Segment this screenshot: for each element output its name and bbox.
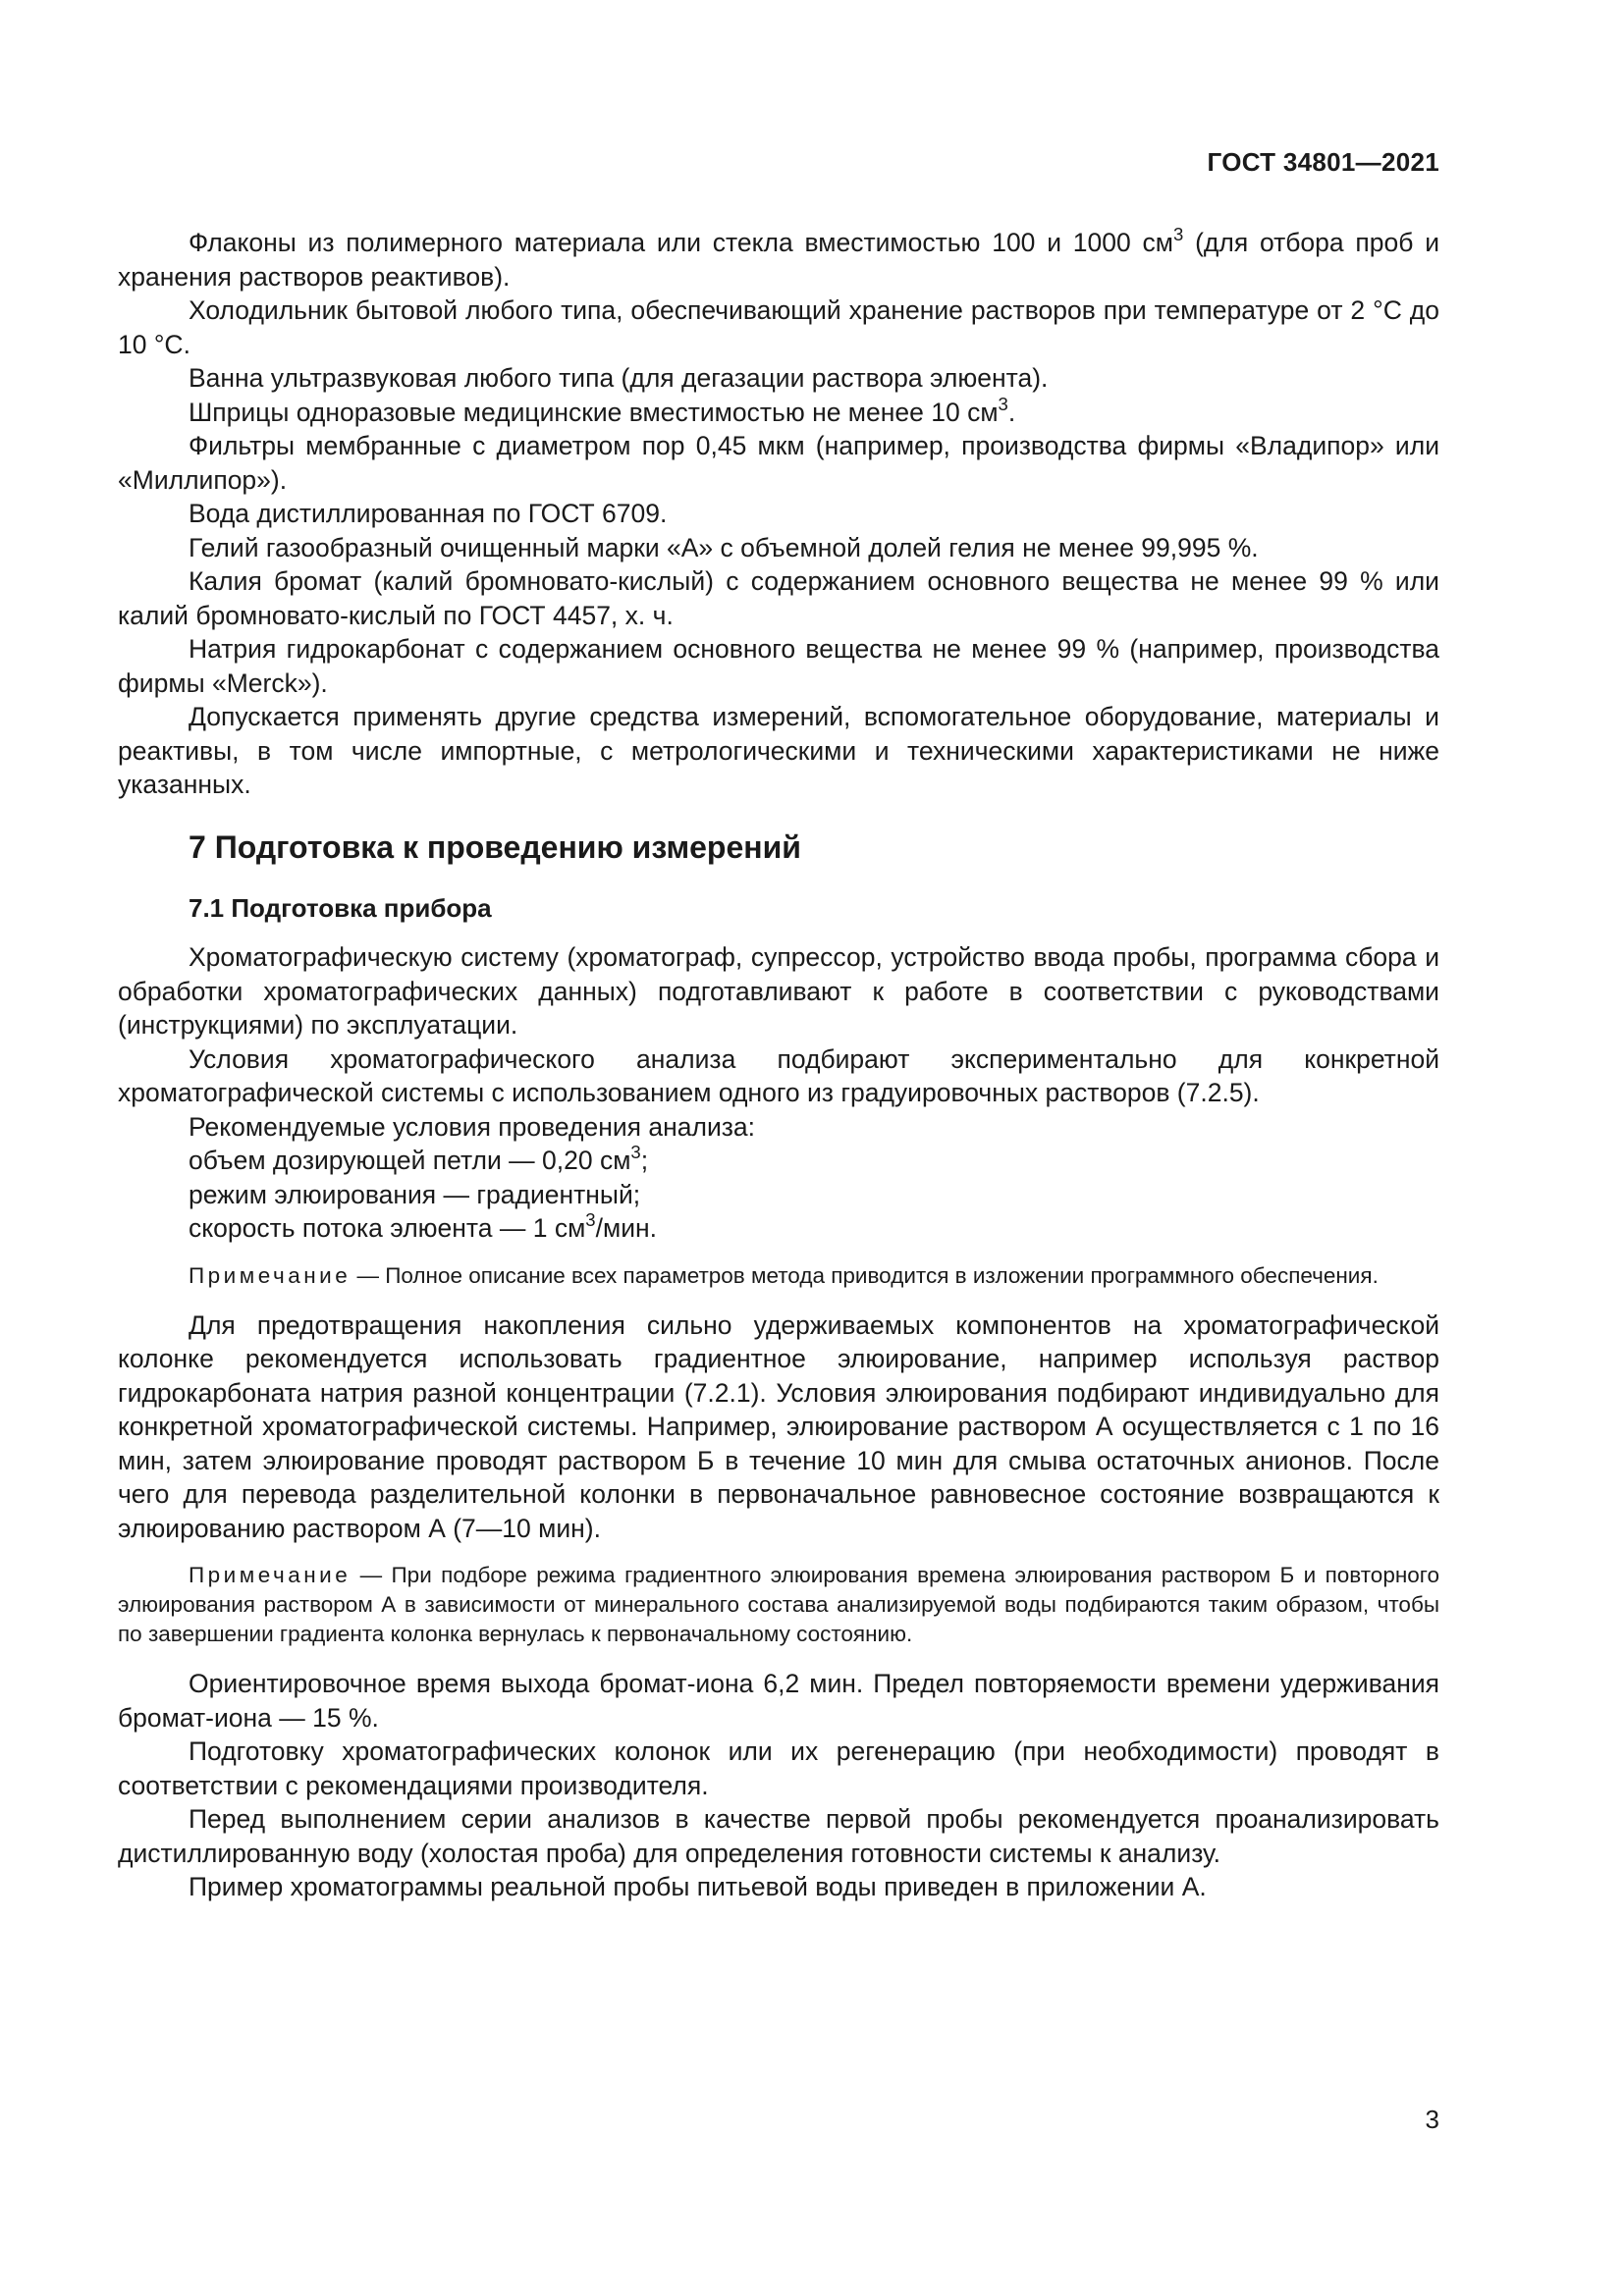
paragraph-refrigerator: Холодильник бытовой любого типа, обеспечивающий хранение растворов при температуре от 2 °С до 10 °С. <box>118 295 1439 359</box>
list-item-flow-rate: скорость потока элюента — 1 $см^3$/мин. <box>189 1208 657 1243</box>
paragraph-analysis-conditions: Условия хроматографического анализа подбирают экспериментально для конкретной хроматографической системы с использованием одного из градуировочных растворов (7.2.5). <box>118 1043 1439 1107</box>
paragraph-retention-time: Ориентировочное время выхода бромат-иона 6,2 мин. Предел повторяемости времени удерживания бромат-иона — 15 %. <box>118 1669 1439 1733</box>
paragraph-alternatives-allowed: Допускается применять другие средства измерений, вспомогательное оборудование, материалы и реактивы, в том числе импортные, с метрологическими и техническими характеристиками не ниже указанных. <box>118 702 1439 799</box>
paragraph-syringes: Шприцы одноразовые медицинские вместимостью не менее 10 $см^3$. <box>189 393 1016 427</box>
note-1: Примечание — Полное описание всех параметров метода приводится в изложении программного обеспечения. <box>189 1262 1379 1288</box>
note-label: Примечание <box>189 1563 352 1587</box>
paragraph-distilled-water: Вода дистиллированная по ГОСТ 6709. <box>189 499 668 528</box>
list-item-elution-mode: режим элюирования — градиентный; <box>189 1179 641 1209</box>
paragraph-potassium-bromate: Калия бромат (калий бромновато-кислый) с содержанием основного вещества не менее 99 % или калий бромновато-кислый по ГОСТ 4457, х. ч. <box>118 566 1439 630</box>
paragraph-ultrasonic-bath: Ванна ультразвуковая любого типа (для дегазации раствора элюента). <box>189 363 1049 393</box>
paragraph-system-setup: Хроматографическую систему (хроматограф, супрессор, устройство ввода пробы, программа сбора и обработки хроматографических данных) подготавливают к работе в соответствии с руководствами (инструкциями) по эксплуатации. <box>118 942 1439 1040</box>
note-2: Примечание — При подборе режима градиентного элюирования времена элюирования раствором Б и повторного элюирования раствором А в зависимости от минерального состава анализируемой воды подбираются таким образом, чтобы по завершении градиента колонка вернулась к первоначальному состоянию. <box>118 1563 1439 1646</box>
section-7-1-body <box>118 940 1439 1904</box>
paragraph-gradient-elution: Для предотвращения накопления сильно удерживаемых компонентов на хроматографической колонке рекомендуется использовать градиентное элюирование, например используя раствор гидрокарбоната натрия разной концентрации (7.2.1). Условия элюирования подбирают индивидуально для конкретной хроматографической системы. Например, элюирование раствором А осуществляется с 1 по 16 мин, затем элюирование проводят раствором Б в течение 10 мин для смыва остаточных анионов. После чего для перевода разделительной колонки в первоначальное равновесное состояние возвращаются к элюированию раствором А (7—10 мин). <box>118 1309 1439 1543</box>
note-label: Примечание <box>189 1262 352 1288</box>
paragraph-column-preparation: Подготовку хроматографических колонок или их регенерацию (при необходимости) проводят в соответствии с рекомендациями производителя. <box>118 1736 1439 1800</box>
paragraph-helium: Гелий газообразный очищенный марки «А» с объемной долей гелия не менее 99,995 %. <box>189 532 1259 562</box>
paragraph-recommended-conditions: Рекомендуемые условия проведения анализа: <box>189 1111 756 1142</box>
paragraph-vials: Флаконы из полимерного материала или стекла вместимостью 100 и 1000 $см^3$ (для отбора проб и хранения растворов реактивов). <box>118 223 1439 292</box>
paragraph-chromatogram-example: Пример хроматограммы реальной пробы питьевой воды приведен в приложении А. <box>189 1872 1207 1901</box>
subsection-7-1-title: 7.1 Подготовка прибора <box>189 893 492 923</box>
list-item-loop-volume: объем дозирующей петли — 0,20 $см^3$; <box>189 1141 649 1175</box>
paragraph-sodium-bicarbonate: Натрия гидрокарбонат с содержанием основного вещества не менее 99 % (например, производства фирмы «Merck»). <box>118 634 1439 698</box>
paragraph-blank-sample: Перед выполнением серии анализов в качестве первой пробы рекомендуется проанализировать дистиллированную воду (холостая проба) для определения готовности системы к анализу. <box>118 1804 1439 1868</box>
section-7-title: 7 Подготовка к проведению измерений <box>189 829 801 865</box>
equipment-list-block <box>118 223 1439 802</box>
document-code-header: ГОСТ 34801—2021 <box>1207 147 1439 177</box>
page-number: 3 <box>1425 2105 1439 2134</box>
paragraph-membrane-filters: Фильтры мембранные с диаметром пор 0,45 мкм (например, производства фирмы «Владипор» или «Миллипор»). <box>118 431 1439 495</box>
